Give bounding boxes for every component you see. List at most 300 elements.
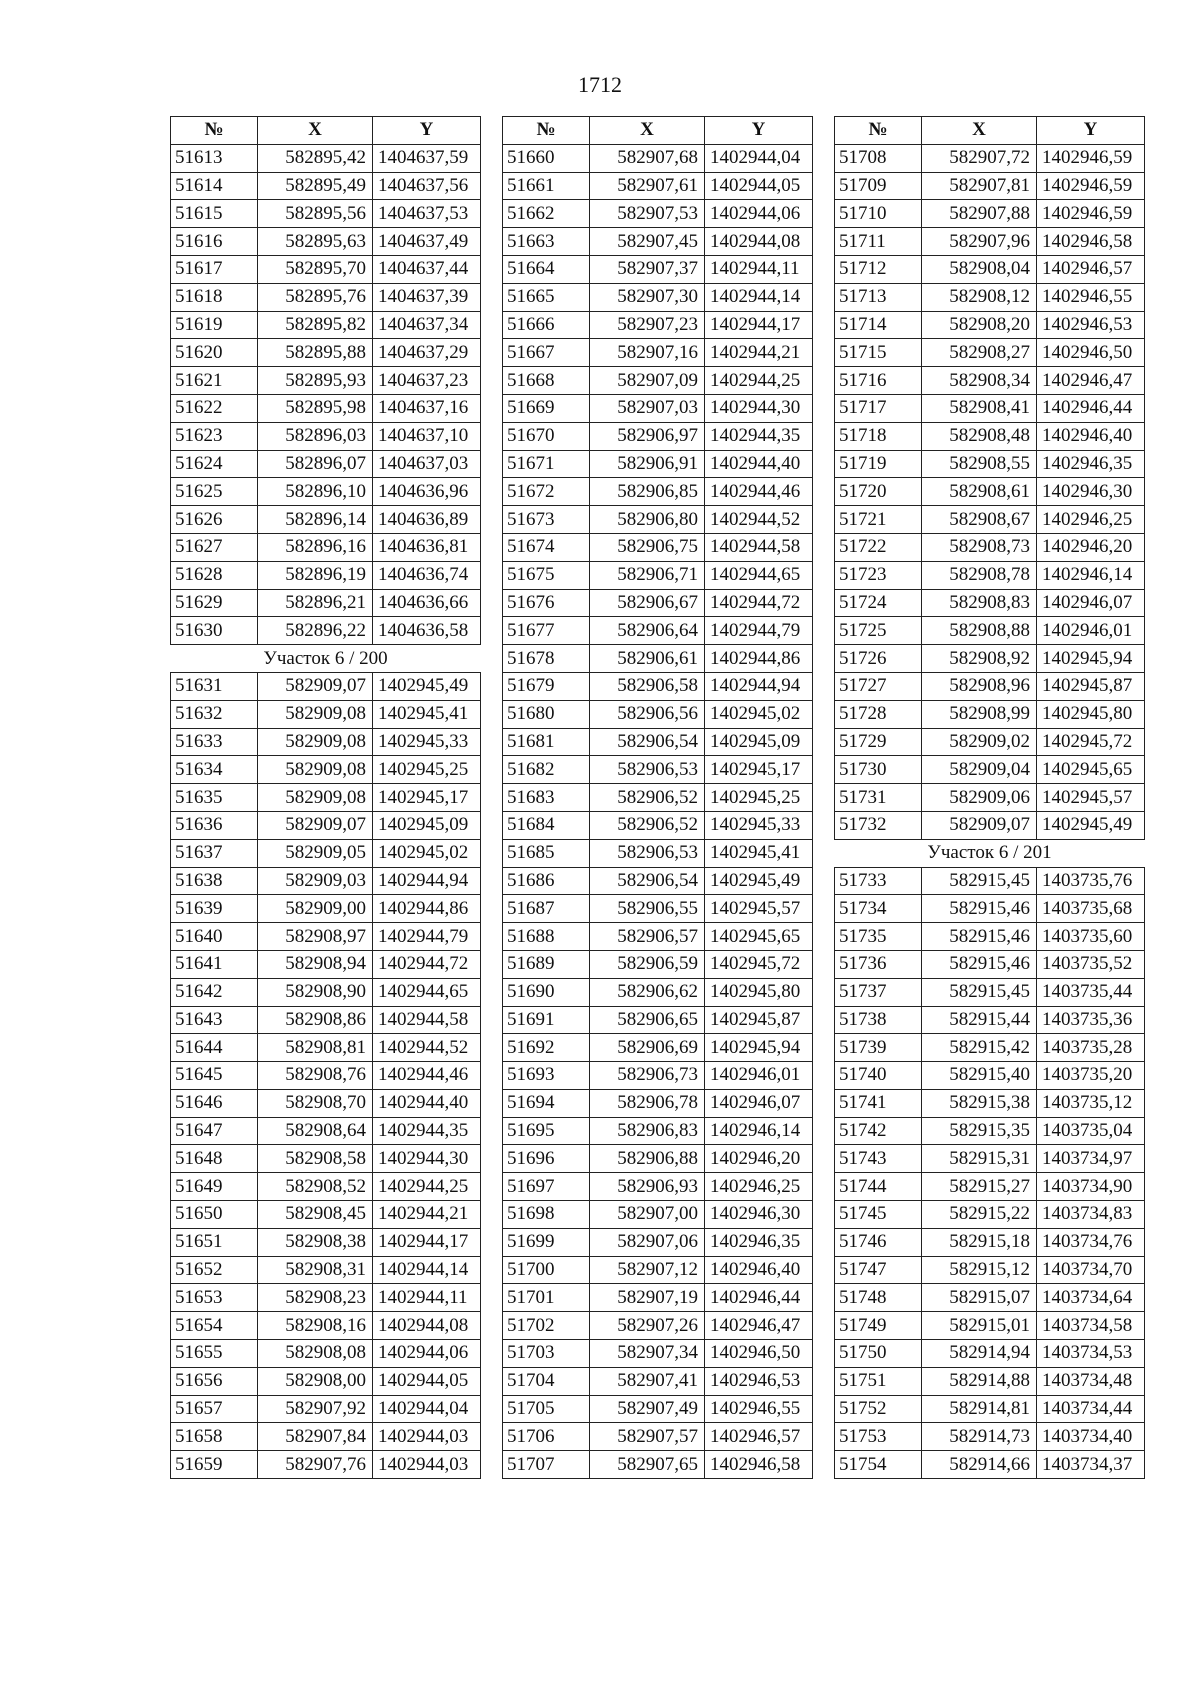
point-number-cell: 51727 [835,672,922,700]
y-coordinate-cell: 1402944,72 [705,589,813,617]
table-row [503,1006,813,1034]
x-coordinate-cell: 582906,57 [590,923,705,951]
table-row [503,1034,813,1062]
point-number-cell: 51688 [503,923,590,951]
table-row [171,728,481,756]
y-coordinate-cell: 1402945,02 [705,700,813,728]
table-row [171,367,481,395]
y-coordinate-cell: 1402945,65 [1037,756,1145,784]
y-coordinate-cell: 1402944,58 [705,533,813,561]
x-coordinate-cell: 582906,85 [590,478,705,506]
point-number-cell: 51747 [835,1256,922,1284]
point-number-cell: 51632 [171,700,258,728]
table-row [835,589,1145,617]
y-coordinate-cell: 1403734,64 [1037,1284,1145,1312]
table-row [835,700,1145,728]
y-coordinate-cell: 1402945,17 [373,784,481,812]
point-number-cell: 51682 [503,756,590,784]
point-number-cell: 51657 [171,1395,258,1423]
y-coordinate-cell: 1402946,30 [1037,478,1145,506]
y-coordinate-cell: 1402946,35 [705,1228,813,1256]
point-number-cell: 51751 [835,1367,922,1395]
y-coordinate-cell: 1403735,28 [1037,1034,1145,1062]
point-number-cell: 51625 [171,478,258,506]
point-number-cell: 51707 [503,1451,590,1479]
x-coordinate-cell: 582908,31 [258,1256,373,1284]
point-number-cell: 51654 [171,1312,258,1340]
x-coordinate-cell: 582896,03 [258,422,373,450]
table-row [503,1228,813,1256]
x-coordinate-cell: 582915,40 [922,1062,1037,1090]
x-coordinate-cell: 582896,19 [258,561,373,589]
x-coordinate-cell: 582895,49 [258,172,373,200]
table-row [835,1312,1145,1340]
y-coordinate-cell: 1402944,21 [705,339,813,367]
x-coordinate-cell: 582907,41 [590,1367,705,1395]
x-coordinate-cell: 582906,61 [590,645,705,673]
y-coordinate-cell: 1402946,25 [705,1173,813,1201]
y-coordinate-cell: 1403734,53 [1037,1340,1145,1368]
point-number-cell: 51652 [171,1256,258,1284]
point-number-cell: 51619 [171,311,258,339]
x-coordinate-cell: 582915,42 [922,1034,1037,1062]
point-number-cell: 51665 [503,283,590,311]
y-coordinate-cell: 1402944,14 [373,1256,481,1284]
x-coordinate-cell: 582908,96 [922,672,1037,700]
point-number-cell: 51671 [503,450,590,478]
point-number-cell: 51637 [171,839,258,867]
table-row [835,1367,1145,1395]
y-coordinate-cell: 1403735,60 [1037,923,1145,951]
x-coordinate-cell: 582906,59 [590,950,705,978]
y-coordinate-cell: 1402944,04 [705,144,813,172]
table-row [171,422,481,450]
table-row [171,839,481,867]
x-coordinate-cell: 582909,06 [922,784,1037,812]
x-coordinate-cell: 582909,07 [258,811,373,839]
table-row [835,339,1145,367]
y-coordinate-cell: 1402946,50 [1037,339,1145,367]
x-coordinate-cell: 582895,70 [258,255,373,283]
table-row [503,784,813,812]
table-row [503,645,813,673]
y-coordinate-cell: 1403734,58 [1037,1312,1145,1340]
x-coordinate-cell: 582907,03 [590,394,705,422]
y-coordinate-cell: 1404637,44 [373,255,481,283]
table-row [503,895,813,923]
point-number-cell: 51698 [503,1201,590,1229]
point-number-cell: 51635 [171,784,258,812]
point-number-cell: 51677 [503,617,590,645]
point-number-cell: 51653 [171,1284,258,1312]
table-row [171,172,481,200]
table-row [171,1367,481,1395]
y-coordinate-cell: 1402946,40 [1037,422,1145,450]
table-row [503,1173,813,1201]
x-coordinate-cell: 582909,05 [258,839,373,867]
y-coordinate-cell: 1404636,89 [373,506,481,534]
coordinates-table-2 [502,116,813,1479]
x-coordinate-cell: 582896,10 [258,478,373,506]
header-y: Y [373,117,481,145]
x-coordinate-cell: 582915,12 [922,1256,1037,1284]
x-coordinate-cell: 582908,45 [258,1201,373,1229]
x-coordinate-cell: 582908,73 [922,533,1037,561]
point-number-cell: 51616 [171,228,258,256]
point-number-cell: 51715 [835,339,922,367]
table-row [171,1006,481,1034]
point-number-cell: 51732 [835,811,922,839]
point-number-cell: 51718 [835,422,922,450]
point-number-cell: 51706 [503,1423,590,1451]
point-number-cell: 51743 [835,1145,922,1173]
x-coordinate-cell: 582906,71 [590,561,705,589]
point-number-cell: 51669 [503,394,590,422]
coordinates-table-3 [834,116,1145,1479]
x-coordinate-cell: 582906,73 [590,1062,705,1090]
x-coordinate-cell: 582906,52 [590,784,705,812]
table-row [835,1062,1145,1090]
point-number-cell: 51738 [835,1006,922,1034]
point-number-cell: 51695 [503,1117,590,1145]
y-coordinate-cell: 1402946,47 [705,1312,813,1340]
y-coordinate-cell: 1402945,02 [373,839,481,867]
y-coordinate-cell: 1402944,30 [373,1145,481,1173]
y-coordinate-cell: 1402946,55 [705,1395,813,1423]
table-row [503,756,813,784]
x-coordinate-cell: 582907,88 [922,200,1037,228]
table-row [835,144,1145,172]
point-number-cell: 51680 [503,700,590,728]
x-coordinate-cell: 582906,54 [590,728,705,756]
table-row [503,394,813,422]
y-coordinate-cell: 1403735,68 [1037,895,1145,923]
table-row [503,311,813,339]
table-row [835,478,1145,506]
x-coordinate-cell: 582908,83 [922,589,1037,617]
table-row [835,1256,1145,1284]
x-coordinate-cell: 582915,46 [922,923,1037,951]
section-title: Участок 6 / 201 [835,839,1145,867]
point-number-cell: 51655 [171,1340,258,1368]
y-coordinate-cell: 1402945,65 [705,923,813,951]
y-coordinate-cell: 1402944,65 [705,561,813,589]
y-coordinate-cell: 1404637,53 [373,200,481,228]
table-row [503,728,813,756]
x-coordinate-cell: 582907,12 [590,1256,705,1284]
y-coordinate-cell: 1402945,57 [705,895,813,923]
y-coordinate-cell: 1402944,05 [705,172,813,200]
table-row [503,1089,813,1117]
table-row [835,255,1145,283]
table-row [503,923,813,951]
table-row [835,923,1145,951]
x-coordinate-cell: 582908,52 [258,1173,373,1201]
point-number-cell: 51678 [503,645,590,673]
table-row [835,1451,1145,1479]
point-number-cell: 51647 [171,1117,258,1145]
y-coordinate-cell: 1403735,36 [1037,1006,1145,1034]
point-number-cell: 51692 [503,1034,590,1062]
table-row [171,561,481,589]
point-number-cell: 51710 [835,200,922,228]
point-number-cell: 51696 [503,1145,590,1173]
x-coordinate-cell: 582906,62 [590,978,705,1006]
table-row [835,867,1145,895]
x-coordinate-cell: 582908,58 [258,1145,373,1173]
point-number-cell: 51684 [503,811,590,839]
y-coordinate-cell: 1402944,08 [705,228,813,256]
point-number-cell: 51746 [835,1228,922,1256]
x-coordinate-cell: 582907,37 [590,255,705,283]
table-row [503,700,813,728]
x-coordinate-cell: 582908,76 [258,1062,373,1090]
point-number-cell: 51663 [503,228,590,256]
y-coordinate-cell: 1402946,58 [705,1451,813,1479]
y-coordinate-cell: 1402946,55 [1037,283,1145,311]
table-row [503,1367,813,1395]
y-coordinate-cell: 1403735,12 [1037,1089,1145,1117]
point-number-cell: 51734 [835,895,922,923]
x-coordinate-cell: 582906,78 [590,1089,705,1117]
x-coordinate-cell: 582914,66 [922,1451,1037,1479]
x-coordinate-cell: 582906,67 [590,589,705,617]
table-row [503,200,813,228]
table-row [835,1117,1145,1145]
table-row [503,1312,813,1340]
point-number-cell: 51629 [171,589,258,617]
table-row [171,1423,481,1451]
y-coordinate-cell: 1402946,35 [1037,450,1145,478]
point-number-cell: 51753 [835,1423,922,1451]
point-number-cell: 51614 [171,172,258,200]
table-row [835,811,1145,839]
table-row [835,283,1145,311]
table-row [171,1451,481,1479]
table-row [835,672,1145,700]
y-coordinate-cell: 1402944,72 [373,950,481,978]
point-number-cell: 51613 [171,144,258,172]
x-coordinate-cell: 582906,88 [590,1145,705,1173]
x-coordinate-cell: 582909,02 [922,728,1037,756]
table-row [171,394,481,422]
x-coordinate-cell: 582908,97 [258,923,373,951]
y-coordinate-cell: 1402946,14 [1037,561,1145,589]
y-coordinate-cell: 1402944,79 [705,617,813,645]
x-coordinate-cell: 582908,16 [258,1312,373,1340]
point-number-cell: 51737 [835,978,922,1006]
y-coordinate-cell: 1404637,03 [373,450,481,478]
table-row [835,228,1145,256]
x-coordinate-cell: 582895,42 [258,144,373,172]
table-row [835,561,1145,589]
y-coordinate-cell: 1402946,25 [1037,506,1145,534]
x-coordinate-cell: 582909,07 [922,811,1037,839]
point-number-cell: 51685 [503,839,590,867]
y-coordinate-cell: 1402946,20 [705,1145,813,1173]
x-coordinate-cell: 582906,52 [590,811,705,839]
y-coordinate-cell: 1402946,40 [705,1256,813,1284]
x-coordinate-cell: 582907,92 [258,1395,373,1423]
point-number-cell: 51705 [503,1395,590,1423]
point-number-cell: 51661 [503,172,590,200]
table-row [503,561,813,589]
y-coordinate-cell: 1402946,01 [1037,617,1145,645]
point-number-cell: 51643 [171,1006,258,1034]
point-number-cell: 51709 [835,172,922,200]
point-number-cell: 51631 [171,672,258,700]
table-row [503,450,813,478]
y-coordinate-cell: 1402946,01 [705,1062,813,1090]
table-row [503,811,813,839]
y-coordinate-cell: 1402946,53 [705,1367,813,1395]
y-coordinate-cell: 1402946,07 [705,1089,813,1117]
point-number-cell: 51615 [171,200,258,228]
x-coordinate-cell: 582906,83 [590,1117,705,1145]
x-coordinate-cell: 582909,00 [258,895,373,923]
table-row [171,283,481,311]
table-header-row [171,117,481,145]
x-coordinate-cell: 582909,08 [258,700,373,728]
table-row [171,617,481,645]
y-coordinate-cell: 1402944,11 [373,1284,481,1312]
x-coordinate-cell: 582915,01 [922,1312,1037,1340]
point-number-cell: 51724 [835,589,922,617]
point-number-cell: 51733 [835,867,922,895]
point-number-cell: 51640 [171,923,258,951]
table-row [835,450,1145,478]
table-row [171,867,481,895]
table-row [835,728,1145,756]
table-row [503,1201,813,1229]
point-number-cell: 51754 [835,1451,922,1479]
table-row [835,978,1145,1006]
y-coordinate-cell: 1402944,35 [373,1117,481,1145]
table-row [835,617,1145,645]
table-row [171,506,481,534]
table-row [835,172,1145,200]
table-row [835,1089,1145,1117]
x-coordinate-cell: 582908,78 [922,561,1037,589]
section-title: Участок 6 / 200 [171,645,481,673]
table-row [835,1423,1145,1451]
x-coordinate-cell: 582906,54 [590,867,705,895]
x-coordinate-cell: 582907,49 [590,1395,705,1423]
x-coordinate-cell: 582915,35 [922,1117,1037,1145]
y-coordinate-cell: 1402944,21 [373,1201,481,1229]
y-coordinate-cell: 1402946,47 [1037,367,1145,395]
y-coordinate-cell: 1402944,40 [373,1089,481,1117]
y-coordinate-cell: 1402944,58 [373,1006,481,1034]
point-number-cell: 51721 [835,506,922,534]
x-coordinate-cell: 582906,91 [590,450,705,478]
x-coordinate-cell: 582908,04 [922,255,1037,283]
y-coordinate-cell: 1403734,48 [1037,1367,1145,1395]
table-row [171,1201,481,1229]
point-number-cell: 51735 [835,923,922,951]
y-coordinate-cell: 1404637,34 [373,311,481,339]
y-coordinate-cell: 1402945,72 [705,950,813,978]
y-coordinate-cell: 1402946,30 [705,1201,813,1229]
x-coordinate-cell: 582915,38 [922,1089,1037,1117]
x-coordinate-cell: 582906,65 [590,1006,705,1034]
y-coordinate-cell: 1404636,81 [373,533,481,561]
x-coordinate-cell: 582906,56 [590,700,705,728]
y-coordinate-cell: 1402945,87 [1037,672,1145,700]
x-coordinate-cell: 582906,69 [590,1034,705,1062]
point-number-cell: 51701 [503,1284,590,1312]
y-coordinate-cell: 1402946,59 [1037,144,1145,172]
table-row [503,367,813,395]
y-coordinate-cell: 1402945,33 [373,728,481,756]
point-number-cell: 51646 [171,1089,258,1117]
point-number-cell: 51630 [171,617,258,645]
table-row [503,617,813,645]
point-number-cell: 51700 [503,1256,590,1284]
table-row [835,784,1145,812]
section-row [835,839,1145,867]
point-number-cell: 51636 [171,811,258,839]
point-number-cell: 51618 [171,283,258,311]
x-coordinate-cell: 582895,88 [258,339,373,367]
y-coordinate-cell: 1403734,76 [1037,1228,1145,1256]
y-coordinate-cell: 1403734,97 [1037,1145,1145,1173]
y-coordinate-cell: 1402944,03 [373,1423,481,1451]
y-coordinate-cell: 1402946,14 [705,1117,813,1145]
point-number-cell: 51634 [171,756,258,784]
x-coordinate-cell: 582908,20 [922,311,1037,339]
table-row [503,533,813,561]
x-coordinate-cell: 582907,45 [590,228,705,256]
point-number-cell: 51731 [835,784,922,812]
y-coordinate-cell: 1403734,44 [1037,1395,1145,1423]
point-number-cell: 51690 [503,978,590,1006]
x-coordinate-cell: 582908,55 [922,450,1037,478]
point-number-cell: 51648 [171,1145,258,1173]
x-coordinate-cell: 582908,23 [258,1284,373,1312]
x-coordinate-cell: 582915,45 [922,978,1037,1006]
x-coordinate-cell: 582896,07 [258,450,373,478]
y-coordinate-cell: 1402945,87 [705,1006,813,1034]
table-header-row [503,117,813,145]
x-coordinate-cell: 582895,63 [258,228,373,256]
y-coordinate-cell: 1402946,59 [1037,172,1145,200]
y-coordinate-cell: 1402944,25 [705,367,813,395]
point-number-cell: 51693 [503,1062,590,1090]
x-coordinate-cell: 582906,58 [590,672,705,700]
table-row [503,1062,813,1090]
table-row [835,311,1145,339]
table-row [503,950,813,978]
point-number-cell: 51686 [503,867,590,895]
x-coordinate-cell: 582907,23 [590,311,705,339]
table-row [503,283,813,311]
x-coordinate-cell: 582895,82 [258,311,373,339]
header-number: № [171,117,258,145]
y-coordinate-cell: 1403734,40 [1037,1423,1145,1451]
point-number-cell: 51639 [171,895,258,923]
table-row [171,589,481,617]
y-coordinate-cell: 1402945,41 [373,700,481,728]
point-number-cell: 51645 [171,1062,258,1090]
y-coordinate-cell: 1402944,86 [705,645,813,673]
x-coordinate-cell: 582906,97 [590,422,705,450]
x-coordinate-cell: 582908,67 [922,506,1037,534]
y-coordinate-cell: 1404636,66 [373,589,481,617]
table-row [171,1228,481,1256]
y-coordinate-cell: 1402944,08 [373,1312,481,1340]
table-row [171,339,481,367]
